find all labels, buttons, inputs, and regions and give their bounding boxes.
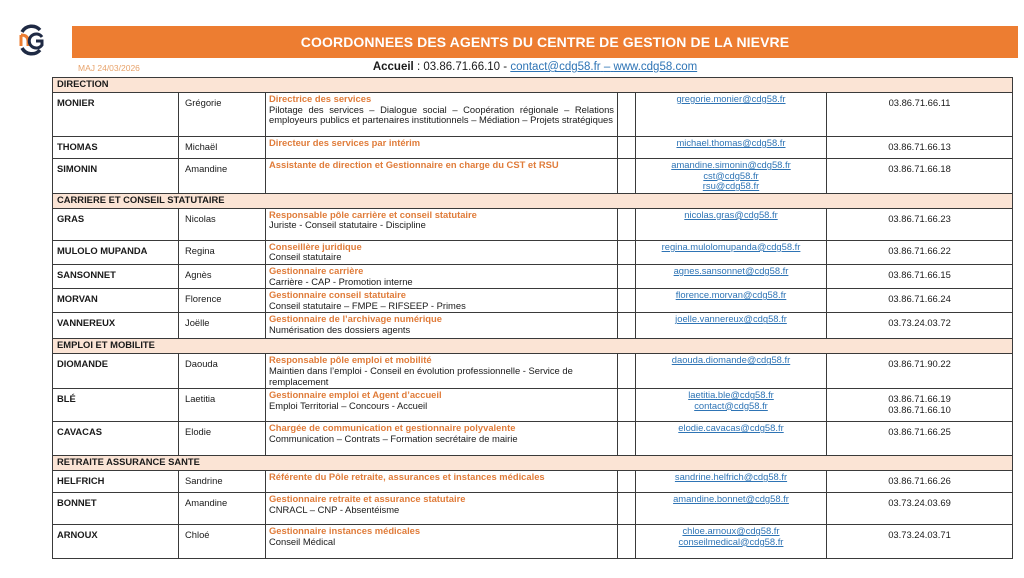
agent-function [266, 240, 618, 264]
phone-number: 03.86.71.66.24 [888, 293, 951, 305]
agent-function [266, 208, 618, 240]
phone-number: 03.86.71.90.22 [888, 358, 951, 370]
agent-first-name: Nicolas [179, 208, 266, 240]
agent-phones [827, 389, 1013, 422]
agent-phones [827, 422, 1013, 456]
phone-number: 03.86.71.66.26 [888, 475, 951, 487]
reception-email-link[interactable]: contact@cdg58.fr – www.cdg58.com [510, 61, 698, 73]
agent-role: Chargée de communication et gestionnaire polyvalente [269, 422, 516, 434]
section-header [53, 339, 1013, 354]
agent-last-name: HELFRICH [53, 471, 179, 493]
agent-last-name: ARNOUX [53, 525, 179, 559]
agent-last-name: CAVACAS [53, 422, 179, 456]
agent-phones [827, 313, 1013, 339]
table-row [53, 159, 1013, 194]
agent-last-name: DIOMANDE [53, 354, 179, 389]
email-link[interactable]: nicolas.gras@cdg58.fr [684, 208, 778, 220]
agent-first-name: Laetitia [179, 389, 266, 422]
agent-role: Référente du Pôle retraite, assurances et instances médicales [269, 471, 545, 483]
email-link[interactable]: cst@cdg58.fr [703, 169, 759, 181]
empty-cell [618, 159, 636, 194]
agent-function [266, 422, 618, 456]
agent-first-name: Agnès [179, 264, 266, 288]
email-link[interactable]: florence.morvan@cdg58.fr [675, 289, 787, 301]
agent-description: CNRACL – CNP - Absentéisme [269, 503, 400, 515]
email-link[interactable]: contact@cdg58.fr [694, 399, 768, 411]
agent-last-name: BONNET [53, 493, 179, 525]
table-row [53, 389, 1013, 422]
agent-role: Gestionnaire emploi et Agent d’accueil [269, 389, 442, 401]
email-link[interactable]: gregorie.monier@cdg58.fr [676, 93, 786, 104]
empty-cell [618, 208, 636, 240]
agent-emails [636, 422, 827, 456]
agent-role: Gestionnaire conseil statutaire [269, 289, 407, 301]
agent-last-name: VANNEREUX [53, 313, 179, 339]
agent-phones [827, 264, 1013, 288]
email-link[interactable]: regina.mulolomupanda@cdg58.fr [661, 240, 801, 252]
reception-contact [0, 61, 1024, 73]
agent-description: Pilotage des services – Dialogue social – Coopération régionale – Relations employeurs publics et partenaires institutionnels – Médiation – Projets stratégiques [269, 103, 614, 126]
agent-emails [636, 240, 827, 264]
phone-number: 03.86.71.66.23 [888, 212, 951, 224]
empty-cell [618, 471, 636, 493]
agent-function [266, 137, 618, 159]
email-link[interactable]: joelle.vannereux@cdg58.fr [675, 313, 787, 325]
table-row [53, 289, 1013, 313]
agent-emails [636, 493, 827, 525]
empty-cell [618, 313, 636, 339]
agent-phones [827, 493, 1013, 525]
agent-description: Emploi Territorial – Concours - Accueil [269, 399, 428, 411]
phone-number: 03.86.71.66.13 [888, 141, 951, 152]
agent-role: Conseillère juridique [269, 240, 362, 252]
agent-description: Juriste - Conseil statutaire - Discipline [269, 219, 426, 231]
section-title: DIRECTION [53, 78, 1013, 93]
agent-function [266, 93, 618, 137]
email-link[interactable]: elodie.cavacas@cdg58.fr [678, 422, 784, 434]
email-link[interactable]: rsu@cdg58.fr [702, 180, 760, 192]
agent-first-name: Sandrine [179, 471, 266, 493]
empty-cell [618, 422, 636, 456]
section-header [53, 193, 1013, 208]
agent-phones [827, 354, 1013, 389]
section-header [53, 78, 1013, 93]
agent-phones [827, 289, 1013, 313]
table-row [53, 208, 1013, 240]
agent-role: Directrice des services [269, 93, 372, 104]
agent-first-name: Regina [179, 240, 266, 264]
agent-function [266, 525, 618, 559]
agent-first-name: Florence [179, 289, 266, 313]
agent-last-name: THOMAS [53, 137, 179, 159]
agent-first-name: Amandine [179, 493, 266, 525]
agent-last-name: MORVAN [53, 289, 179, 313]
agent-phones [827, 525, 1013, 559]
agent-function [266, 159, 618, 194]
agent-last-name: MONIER [53, 93, 179, 137]
agent-first-name: Joëlle [179, 313, 266, 339]
phone-number: 03.86.71.66.18 [888, 163, 951, 174]
agent-emails [636, 137, 827, 159]
agent-role: Responsable pôle emploi et mobilité [269, 354, 432, 366]
agent-first-name: Amandine [179, 159, 266, 194]
email-link[interactable]: laetitia.ble@cdg58.fr [688, 389, 774, 401]
agent-description: Maintien dans l’emploi - Conseil en évolution professionnelle - Service de remplacement [269, 364, 573, 387]
section-title: CARRIERE ET CONSEIL STATUTAIRE [53, 193, 1013, 208]
empty-cell [618, 389, 636, 422]
agent-phones [827, 240, 1013, 264]
email-link[interactable]: amandine.simonin@cdg58.fr [671, 159, 791, 170]
email-link[interactable]: michael.thomas@cdg58.fr [676, 137, 786, 148]
agent-emails [636, 93, 827, 137]
agent-first-name: Chloé [179, 525, 266, 559]
agent-description: Carrière - CAP - Promotion interne [269, 275, 413, 287]
phone-number: 03.73.24.03.72 [888, 317, 951, 329]
email-link[interactable]: sandrine.helfrich@cdg58.fr [674, 471, 788, 483]
agent-emails [636, 525, 827, 559]
table-row [53, 313, 1013, 339]
agent-role: Gestionnaire carrière [269, 264, 364, 276]
agent-emails [636, 389, 827, 422]
phone-number: 03.73.24.03.69 [888, 497, 951, 509]
email-link[interactable]: daouda.diomande@cdg58.fr [671, 354, 791, 366]
agent-emails [636, 471, 827, 493]
agent-last-name: MULOLO MUPANDA [53, 240, 179, 264]
agent-emails [636, 313, 827, 339]
phone-number: 03.73.24.03.71 [888, 529, 951, 541]
agent-first-name: Grégorie [179, 93, 266, 137]
section-title: RETRAITE ASSURANCE SANTE [53, 456, 1013, 471]
email-link[interactable]: amandine.bonnet@cdg58.fr [673, 493, 789, 505]
agent-last-name: BLÉ [53, 389, 179, 422]
agent-phones [827, 93, 1013, 137]
email-link[interactable]: chloe.arnoux@cdg58.fr [682, 525, 780, 537]
agent-phones [827, 159, 1013, 194]
empty-cell [618, 93, 636, 137]
cdg-logo-icon [16, 22, 46, 58]
agent-emails [636, 354, 827, 389]
email-link[interactable]: agnes.sansonnet@cdg58.fr [673, 264, 789, 276]
agent-first-name: Daouda [179, 354, 266, 389]
agent-role: Assistante de direction et Gestionnaire en charge du CST et RSU [269, 159, 559, 170]
section-header [53, 456, 1013, 471]
empty-cell [618, 493, 636, 525]
empty-cell [618, 240, 636, 264]
empty-cell [618, 289, 636, 313]
agent-function [266, 354, 618, 389]
table-row [53, 240, 1013, 264]
agent-role: Directeur des services par intérim [269, 137, 421, 148]
agent-description: Numérisation des dossiers agents [269, 323, 411, 335]
agent-function [266, 493, 618, 525]
agent-description: Conseil Médical [269, 535, 336, 547]
empty-cell [618, 354, 636, 389]
email-link[interactable]: conseilmedical@cdg58.fr [678, 535, 784, 547]
agent-first-name: Michaël [179, 137, 266, 159]
agent-phones [827, 471, 1013, 493]
agents-directory-table [52, 77, 1013, 559]
page-title: COORDONNEES DES AGENTS DU CENTRE DE GESTION DE LA NIEVRE [72, 26, 1018, 58]
agent-role: Gestionnaire de l’archivage numérique [269, 313, 442, 325]
agent-phones [827, 137, 1013, 159]
phone-number: 03.86.71.66.11 [888, 97, 951, 108]
agent-description: Conseil statutaire – FMPE – RIFSEEP - Primes [269, 299, 466, 311]
agent-first-name: Elodie [179, 422, 266, 456]
phone-number: 03.86.71.66.22 [888, 244, 951, 256]
phone-number: 03.86.71.66.19 [888, 393, 951, 405]
empty-cell [618, 137, 636, 159]
table-row [53, 422, 1013, 456]
table-row [53, 93, 1013, 137]
agent-emails [636, 159, 827, 194]
agent-emails [636, 264, 827, 288]
table-row [53, 493, 1013, 525]
agent-role: Responsable pôle carrière et conseil statutaire [269, 208, 477, 220]
phone-number: 03.86.71.66.25 [888, 426, 951, 438]
agent-emails [636, 289, 827, 313]
agent-phones [827, 208, 1013, 240]
table-row [53, 471, 1013, 493]
agent-description: Communication – Contrats – Formation secrétaire de mairie [269, 432, 518, 444]
agent-function [266, 389, 618, 422]
agent-emails [636, 208, 827, 240]
update-date: MAJ 24/03/2026 [78, 63, 140, 73]
agent-description: Conseil statutaire [269, 251, 342, 263]
phone-number: 03.86.71.66.15 [888, 268, 951, 280]
agent-last-name: GRAS [53, 208, 179, 240]
agent-last-name: SANSONNET [53, 264, 179, 288]
agent-role: Gestionnaire instances médicales [269, 525, 421, 537]
agent-function [266, 471, 618, 493]
section-title: EMPLOI ET MOBILITE [53, 339, 1013, 354]
phone-number: 03.86.71.66.10 [888, 403, 951, 415]
agent-function [266, 289, 618, 313]
table-row [53, 525, 1013, 559]
table-row [53, 264, 1013, 288]
agent-function [266, 313, 618, 339]
empty-cell [618, 525, 636, 559]
reception-phone: : 03.86.71.66.10 - [416, 61, 508, 73]
table-row [53, 137, 1013, 159]
reception-label: Accueil [372, 61, 414, 73]
agent-function [266, 264, 618, 288]
table-row [53, 354, 1013, 389]
agent-last-name: SIMONIN [53, 159, 179, 194]
agent-role: Gestionnaire retraite et assurance statutaire [269, 493, 466, 505]
empty-cell [618, 264, 636, 288]
